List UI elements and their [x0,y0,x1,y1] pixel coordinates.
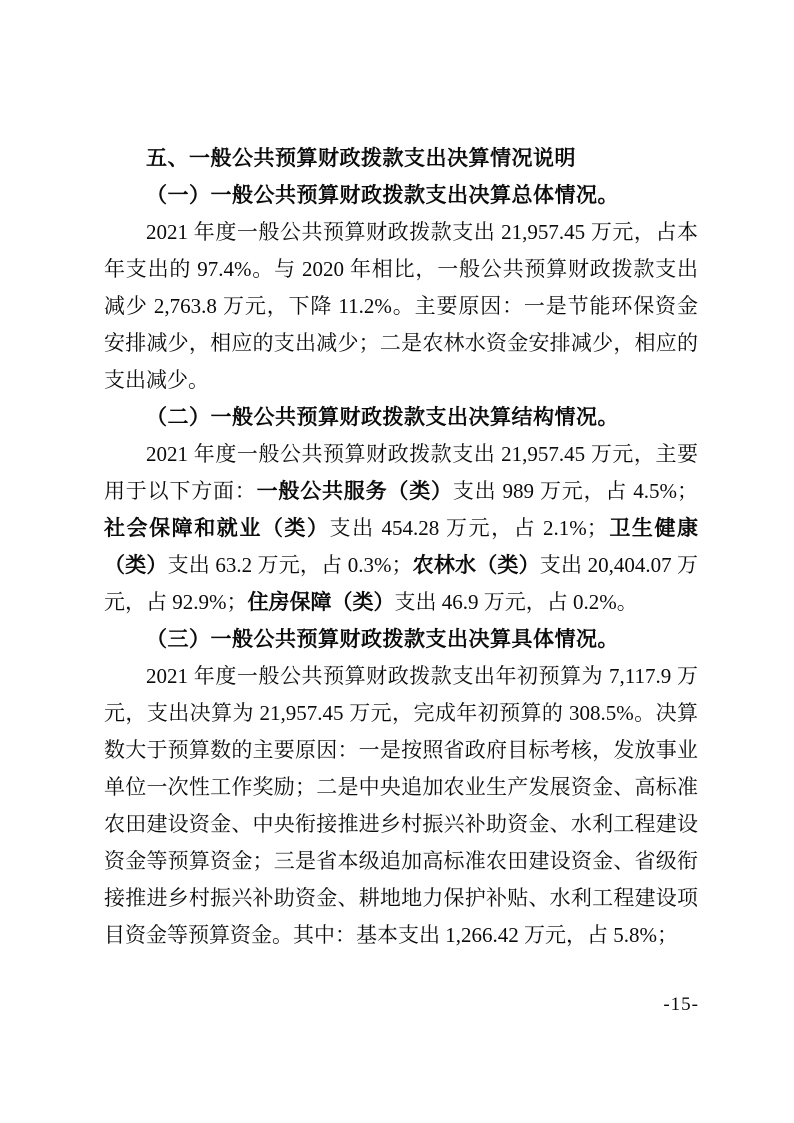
paragraph-expenditure-structure [104,436,698,621]
page-number: -15- [663,994,699,1015]
category-housing-security: 住房保障（类） [247,590,395,614]
text-run: 支出 454.28 万元，占 2.1%； [329,516,608,540]
document-content [104,140,698,954]
subsection-heading-two: （二）一般公共预算财政拨款支出决算结构情况。 [146,405,619,429]
subsection-heading-one: （一）一般公共预算财政拨款支出决算总体情况。 [146,183,619,207]
text-run: 2021 年度一般公共预算财政拨款支出 21,957.45 万元，占本年支出的 97.4%。与 2020 年相比，一般公共预算财政拨款支出减少 2,763.8 万元，下降 11.2%。主要原因：一是节能环保资金安排减少，相应的支出减少；二是农林水资金安排减少，相应的支出减少。 [104,220,698,392]
text-run: 支出 63.2 万元，占 0.3%； [167,553,413,577]
paragraph-specific-situation [104,658,698,954]
category-social-security-employment: 社会保障和就业（类） [104,516,330,540]
paragraph-overall-situation [104,214,698,399]
text-run: 2021 年度一般公共预算财政拨款支出年初预算为 7,117.9 万元，支出决算为 21,957.45 万元，完成年初预算的 308.5%。决算数大于预算数的主要原因：一是按照省政府目标考核，发放事业单位一次性工作奖励；二是中央追加农业生产发展资金、高标准农田建设资金、中央衔接推进乡村振兴补助资金、水利工程建设资金等预算资金；三是省本级追加高标准农田建设资金、省级衔接推进乡村振兴补助资金、耕地地力保护补贴、水利工程建设项目资金等预算资金。其中：基本支出 1,266.42 万元，占 5.8%； [104,664,698,947]
subsection-heading-three: （三）一般公共预算财政拨款支出决算具体情况。 [146,627,619,651]
text-run: 2021 年度一般公共预算财政拨款支出 21,957.45 万元，主要用于以下方面： [104,442,698,503]
text-run: 支出 989 万元，占 4.5%； [452,479,699,503]
category-general-public-services: 一般公共服务（类） [256,479,453,503]
section-heading-five: 五、一般公共预算财政拨款支出决算情况说明 [146,147,576,170]
category-health: 卫生健康（类） [104,516,698,577]
text-run: 支出 46.9 万元，占 0.2%。 [394,590,638,614]
category-agriculture-forestry-water: 农林水（类） [412,553,540,577]
text-run: 支出 20,404.07 万元，占 92.9%； [104,553,699,614]
